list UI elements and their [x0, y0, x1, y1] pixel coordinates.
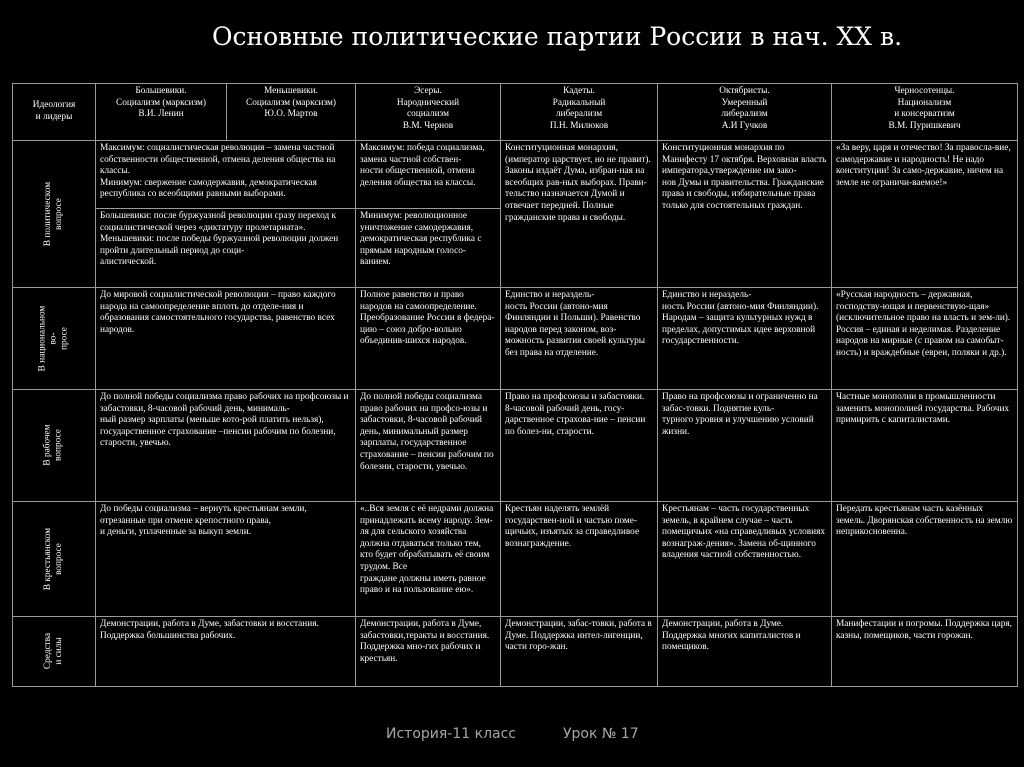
political-row [13, 141, 1018, 209]
political-esers-max: Максимум: победа социализма, замена частной собствен- ности общественной, отмена деления общества на классы. [356, 141, 501, 209]
footer-lesson: Урок № 17 [563, 726, 639, 742]
national-row [13, 288, 1018, 390]
means-blackhundreds: Манифестации и погромы. Поддержка царя, казны, помещиков, части горожан. [832, 617, 1018, 687]
means-kadets: Демонстрации, забас-товки, работа в Думе. Поддержка интел-лигенции, части горо-жан. [501, 617, 658, 687]
row-label-national-text: В национальном во- просе [37, 305, 70, 372]
labor-octobrists: Право на профсоюзы и ограниченно на забас-товки. Поднятие куль- турного уровня и улучшению условий жизни. [658, 390, 832, 502]
footer-course: История-11 класс [386, 726, 516, 742]
political-marxists-max: Максимум: социалистическая революция – замена частной собственности общественной, отмена деления общества на классы. Минимум: свержение самодержавия, демократическая республика со всеобщими равными выборами. [96, 141, 356, 209]
row-label-political [13, 141, 96, 288]
header-ideology: Идеология и лидеры [13, 84, 96, 141]
national-marxists: До мировой социалистической революции – право каждого народа на самоопределение вплоть до отделе-ния и образования самостоятельного государства, равенство всех народов. [96, 288, 356, 390]
row-label-national [13, 288, 96, 390]
political-marxists-transition: Большевики: после буржуазной революции сразу переход к социалистической через «диктатуру пролетариата». Меньшевики: после победы буржуазной революции должен пройти длительный период до соци- алистической. [96, 209, 356, 288]
row-label-means-text: Средства и силы [42, 633, 64, 670]
row-label-labor [13, 390, 96, 502]
header-esers: Эсеры. Народнический социализм В.М. Чернов [356, 84, 501, 141]
peasant-marxists: До победы социализма – вернуть крестьянам земли, отрезанные при отмене крепостного права, и деньги, уплаченные за выкуп земли. [96, 502, 356, 617]
national-esers: Полное равенство и право народов на самоопределение. Преобразование России в федера-цию – союз добро-вольно объединив-шихся народов. [356, 288, 501, 390]
means-esers: Демонстрации, работа в Думе, забастовки,теракты и восстания. Поддержка мно-гих рабочих и крестьян. [356, 617, 501, 687]
row-label-peasant [13, 502, 96, 617]
row-label-political-text: В политическом вопросе [43, 181, 64, 246]
political-kadets: Конституционная монархия, (император царствует, но не правит). Законы издаёт Дума, избран-ная на всеобщих рав-ных выборах. Прави-тельство назначается Думой и отвечает передней. Полные гражданские права и свободы. [501, 141, 658, 288]
political-esers-min: Минимум: революционное уничтожение самодержавия, демократическая республика с прямым народным голосо- ванием. [356, 209, 501, 288]
means-row [13, 617, 1018, 687]
header-row [13, 84, 1018, 141]
political-blackhundreds: «За веру, царя и отечество! За правосла-вие, самодержавие и народность! Не надо конституции! За само-державие, ничем на земле не ограничи-ваемое!» [832, 141, 1018, 288]
labor-marxists: До полной победы социализма право рабочих на профсоюзы и забастовки, 8-часовой рабочий день, минималь- ный размер зарплаты (меньше кото-рой платить нельзя), государственное страхование –пенсии рабочим по болезни, старости, увечью. [96, 390, 356, 502]
means-marxists: Демонстрации, работа в Думе, забастовки и восстания. Поддержка большинства рабочих. [96, 617, 356, 687]
peasant-row [13, 502, 1018, 617]
row-label-labor-text: В рабочем вопросе [43, 424, 64, 466]
peasant-blackhundreds: Передать крестьянам часть казённых земель. Дворянская собственность на землю неприкосновенна. [832, 502, 1018, 617]
national-kadets: Единство и нераздель- ность России (автоно-мия Финляндии и Польши). Равенство народов перед законом, воз-можность развития своей культуры без права на отделение. [501, 288, 658, 390]
national-blackhundreds: «Русская народность – державная, господству-ющая и первенствую-щая» (исключительное право на власть и зем-ли). Россия – единая и неделимая. Разделение народов на мирные (с правом на самобыт-ность) и враждебные (евреи, поляки и др.). [832, 288, 1018, 390]
peasant-esers: «..Вся земля с её недрами должна принадлежать всему народу. Зем-ля для сельского хозяйства должна отдаваться только тем, кто будет обрабатывать её своим трудом. Все граждане должны иметь равное право и на пользование ею». [356, 502, 501, 617]
labor-blackhundreds: Частные монополии в промышленности заменить монополией государства. Рабочих примирить с капиталистами. [832, 390, 1018, 502]
peasant-kadets: Крестьян наделять землёй государствен-ной и частью поме-щичьих, изъятых за справедливое вознаграждение. [501, 502, 658, 617]
political-octobrists: Конституционная монархия по Манифесту 17 октября. Верховная власть императора,утверждение им зако- нов Думы и правительства. Гражданские права и свободы, избирательные права только для состоятельных граждан. [658, 141, 832, 288]
means-octobrists: Демонстрации, работа в Думе. Поддержка многих капиталистов и помещиков. [658, 617, 832, 687]
national-octobrists: Единство и нераздель- ность России (автоно-мия Финляндии). Народам – защита культурных нужд в пределах, допустимых идее верховной государственности. [658, 288, 832, 390]
peasant-octobrists: Крестьянам – часть государственных земель, в крайнем случае – часть помещичьих «на справедливых условиях вознаграж-дения». Замена об-щинного владения частной собственностью. [658, 502, 832, 617]
header-octobrists: Октябристы. Умеренный либерализм А.И Гучков [658, 84, 832, 141]
header-bolsheviks: Большевики. Социализм (марксизм) В.И. Ленин [96, 84, 227, 141]
row-label-peasant-text: В крестьянском вопросе [42, 527, 64, 590]
row-label-means [13, 617, 96, 687]
labor-row [13, 390, 1018, 502]
parties-table [12, 83, 1018, 687]
labor-kadets: Право на профсоюзы и забастовки. 8-часовой рабочий день, госу-дарственное страхова-ние – пенсии по болез-ни, старости. [501, 390, 658, 502]
header-kadets: Кадеты. Радикальный либерализм П.Н. Милюков [501, 84, 658, 141]
header-mensheviks: Меньшевики. Социализм (марксизм) Ю.О. Мартов [227, 84, 356, 141]
header-blackhundreds: Черносотенцы. Национализм и консерватизм В.М. Пуришкевич [832, 84, 1018, 141]
labor-esers: До полной победы социализма право рабочих на профсо-юзы и забастовки, 8-часовой рабочий день, минимальный размер зарплаты, государственное страхование – пенсии рабочим по болезни, старости, увечью. [356, 390, 501, 502]
page-title: Основные политические партии России в нач. XX в. [211, 22, 903, 51]
